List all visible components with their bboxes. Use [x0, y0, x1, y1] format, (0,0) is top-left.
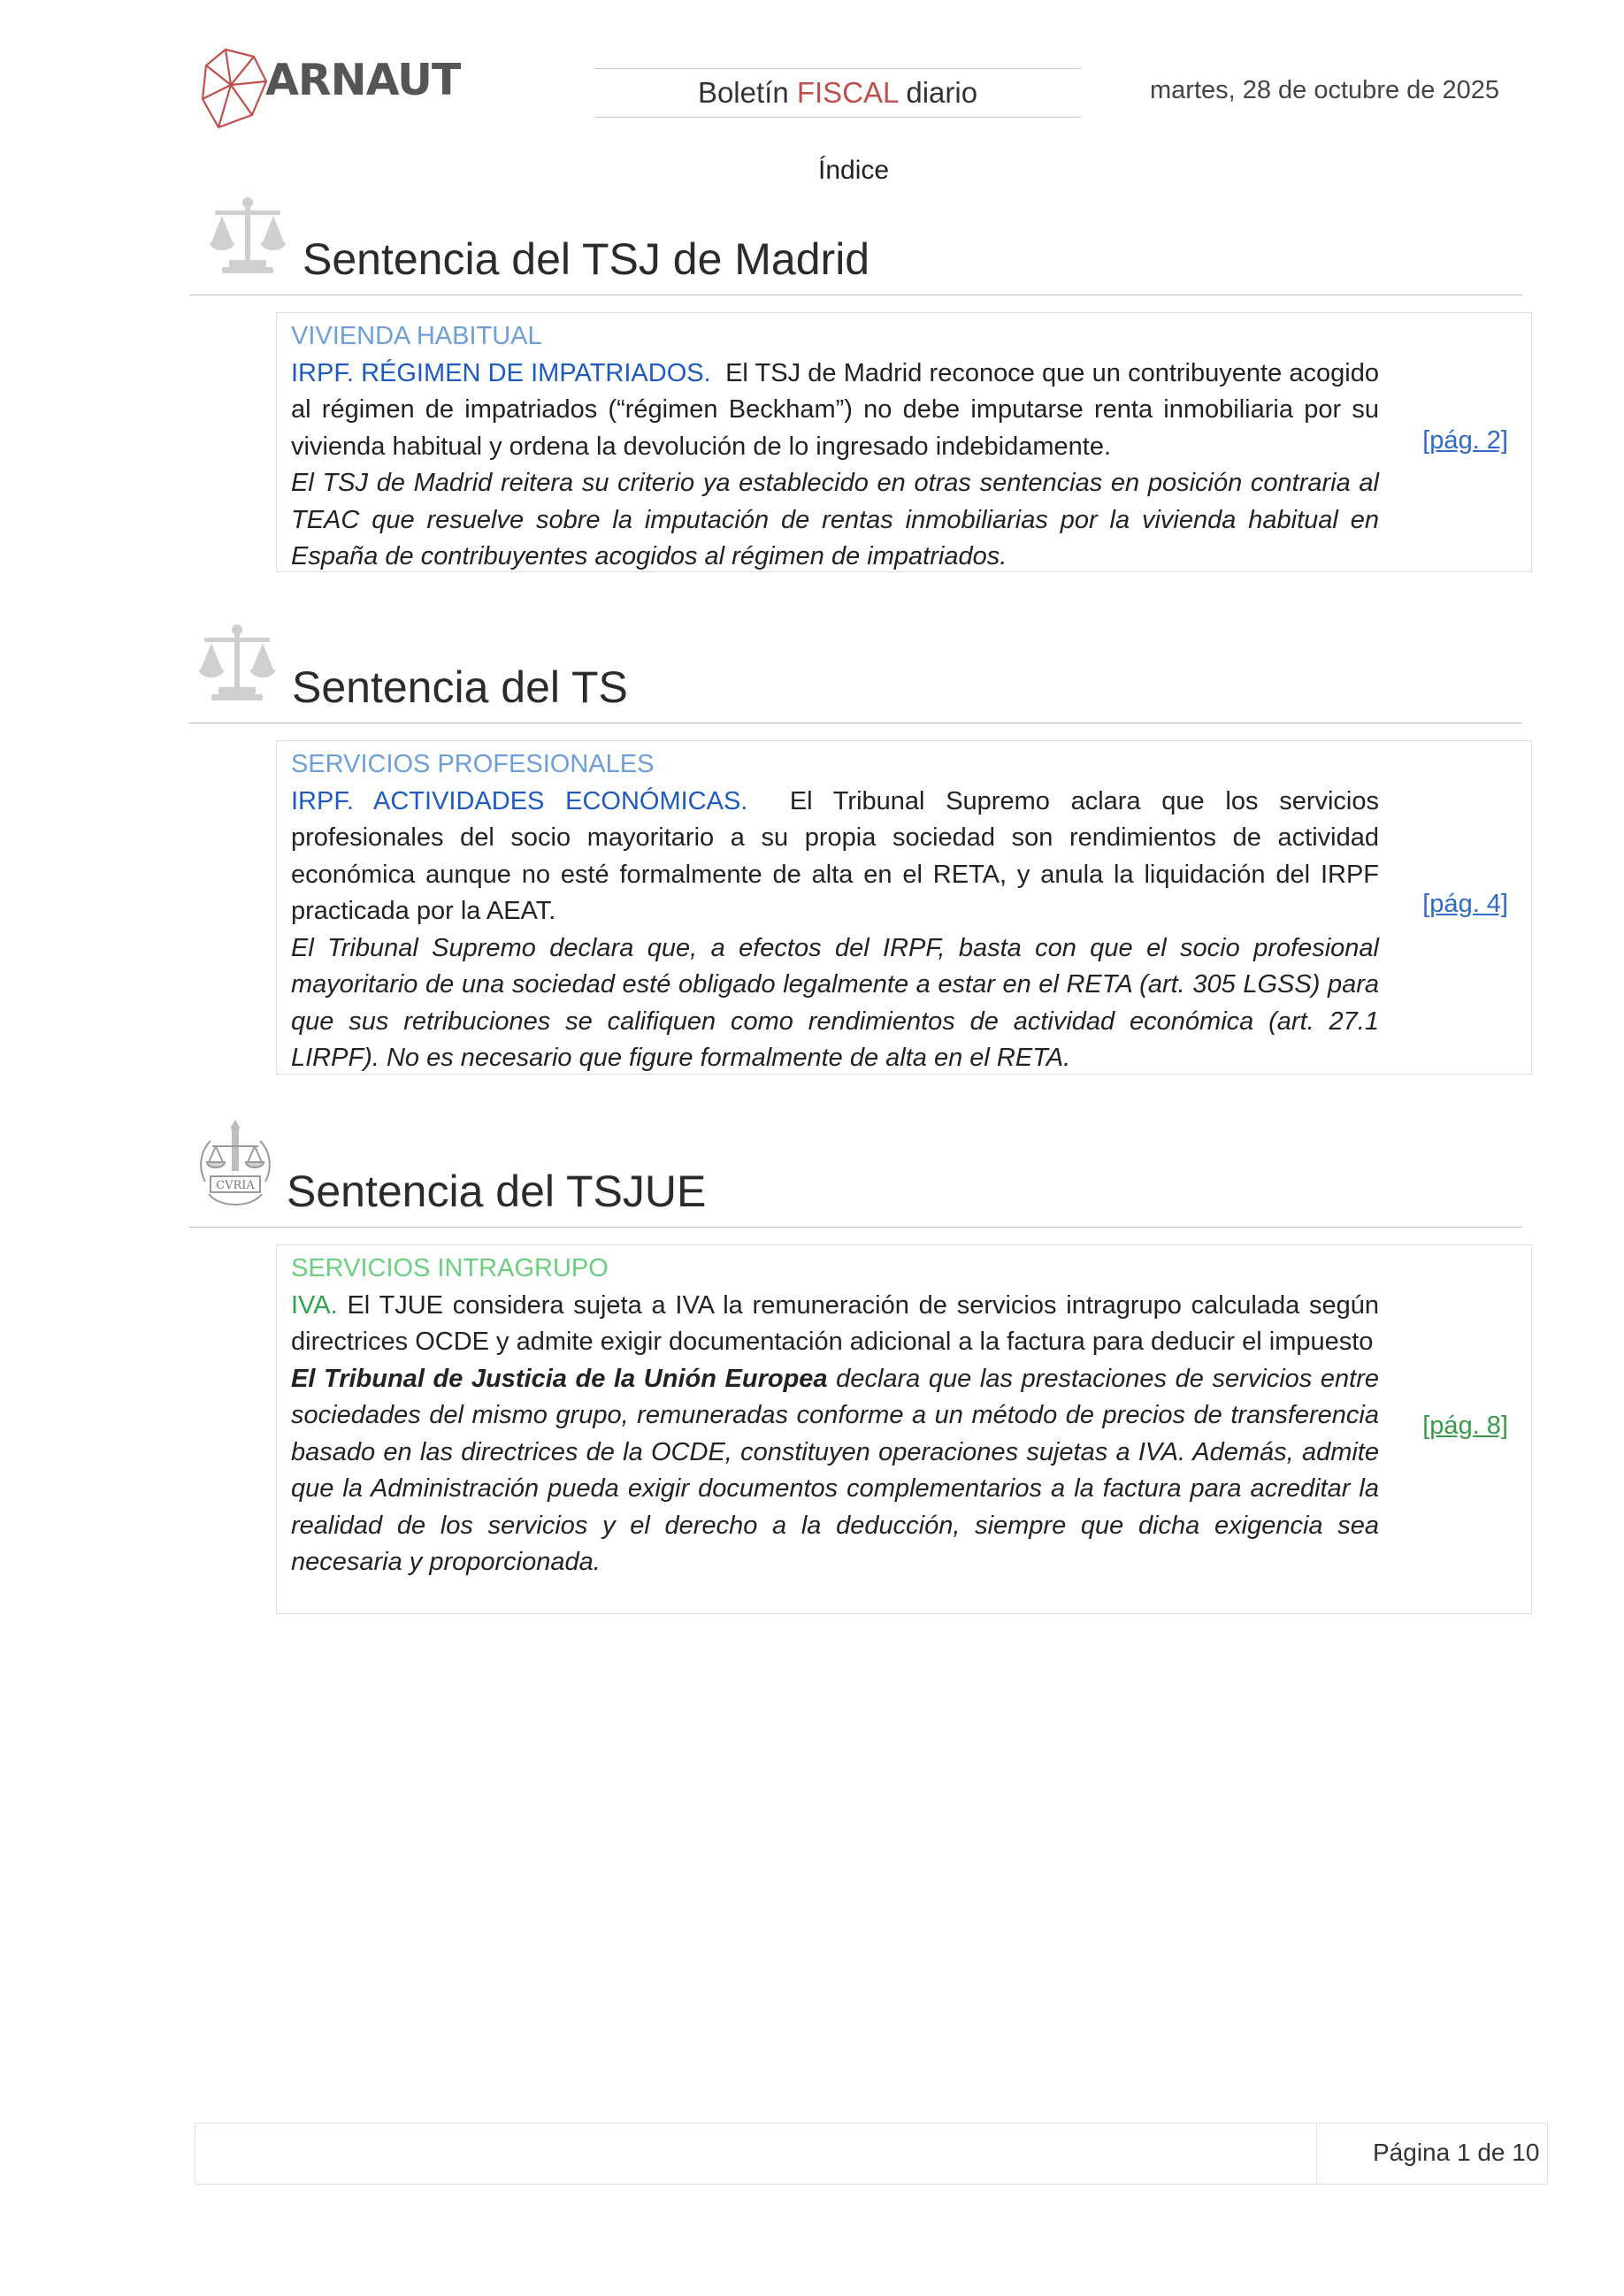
footer	[195, 2123, 1548, 2185]
page-link[interactable]: [pág. 2]	[1422, 426, 1508, 455]
card-category: SERVICIOS PROFESIONALES	[291, 750, 655, 778]
section-title: Sentencia del TSJUE	[287, 1167, 707, 1216]
card-summary	[291, 1365, 1379, 1577]
bulletin-prefix: Boletín	[697, 76, 797, 109]
arnaut-logo	[199, 46, 461, 130]
summary-card	[276, 312, 1532, 572]
bulletin-highlight: FISCAL	[796, 76, 899, 109]
card-text: El Tribunal Supremo aclara que los servicios profesionales del socio mayoritario a su propia sociedad son rendimientos de actividad económica aunque no esté formalmente de alta en el RETA, y anula la liquidación del IRPF practicada por la AEAT.	[291, 786, 1379, 925]
card-body	[291, 746, 1379, 1077]
card-summary-bold: El Tribunal de Justicia de la Unión Europea	[291, 1364, 828, 1393]
crystal-logo-icon	[199, 46, 270, 130]
seal-label: CVRIA	[216, 1179, 255, 1192]
bulletin-suffix: diario	[898, 76, 978, 109]
summary-card	[276, 740, 1532, 1075]
page-number: Página 1 de 10	[1373, 2139, 1540, 2166]
card-text: El TSJ de Madrid reconoce que un contribuyente acogido al régimen de impatriados (“régimen Beckham”) no debe imputarse renta inmobiliaria por su vivienda habitual y ordena la devolución de lo ingresado indebidamente.	[291, 358, 1379, 461]
card-text: El TJUE considera sujeta a IVA la remuneración de servicios intragrupo calculada según directrices OCDE y admite exigir documentación adicional a la factura para deducir el impuesto	[291, 1290, 1379, 1356]
bulletin-title	[594, 68, 1081, 118]
card-category: VIVIENDA HABITUAL	[291, 322, 542, 350]
page-link[interactable]: [pág. 4]	[1422, 890, 1508, 918]
card-lead: IVA.	[291, 1290, 338, 1320]
scales-icon	[199, 624, 275, 701]
page-link[interactable]: [pág. 8]	[1422, 1412, 1508, 1440]
footer-divider	[1316, 2123, 1317, 2185]
index-heading: Índice	[818, 156, 890, 185]
section-title: Sentencia del TS	[292, 662, 628, 712]
card-category: SERVICIOS INTRAGRUPO	[291, 1254, 609, 1282]
scales-icon	[210, 196, 286, 274]
section-divider	[189, 1227, 1522, 1228]
summary-card	[276, 1244, 1532, 1614]
card-lead: IRPF. ACTIVIDADES ECONÓMICAS.	[291, 786, 748, 815]
card-summary: El TSJ de Madrid reitera su criterio ya establecido en otras sentencias en posición contraria al TEAC que resuelve sobre la imputación de rentas inmobiliarias por la vivienda habitual en España de contribuyentes acogidos al régimen de impatriados.	[291, 469, 1379, 570]
card-lead: IRPF. RÉGIMEN DE IMPATRIADOS.	[291, 358, 711, 387]
section-title: Sentencia del TSJ de Madrid	[303, 234, 870, 284]
curia-seal-icon	[193, 1120, 278, 1213]
bulletin-date: martes, 28 de octubre de 2025	[1150, 76, 1499, 104]
logo-wordmark: ARNAUT	[265, 55, 461, 105]
card-body	[291, 318, 1379, 576]
card-summary: El Tribunal Supremo declara que, a efectos del IRPF, basta con que el socio profesional mayoritario de una sociedad esté obligado legalmente a estar en el RETA (art. 305 LGSS) para que sus retribuciones se califiquen como rendimientos de actividad económica (art. 27.1 LIRPF). No es necesario que figure formalmente de alta en el RETA.	[291, 933, 1379, 1072]
card-summary-rest: declara que las prestaciones de servicios entre sociedades del mismo grupo, remuneradas conforme a un método de precios de transferencia basado en las directrices de la OCDE, constituyen operaciones sujetas a IVA. Además, admite que la Administración pueda exigir documentos complementarios a la factura para acreditar la realidad de los servicios y el derecho a la deducción, siempre que dicha exigencia sea necesaria y proporcionada.	[291, 1364, 1379, 1576]
card-body	[291, 1251, 1379, 1581]
